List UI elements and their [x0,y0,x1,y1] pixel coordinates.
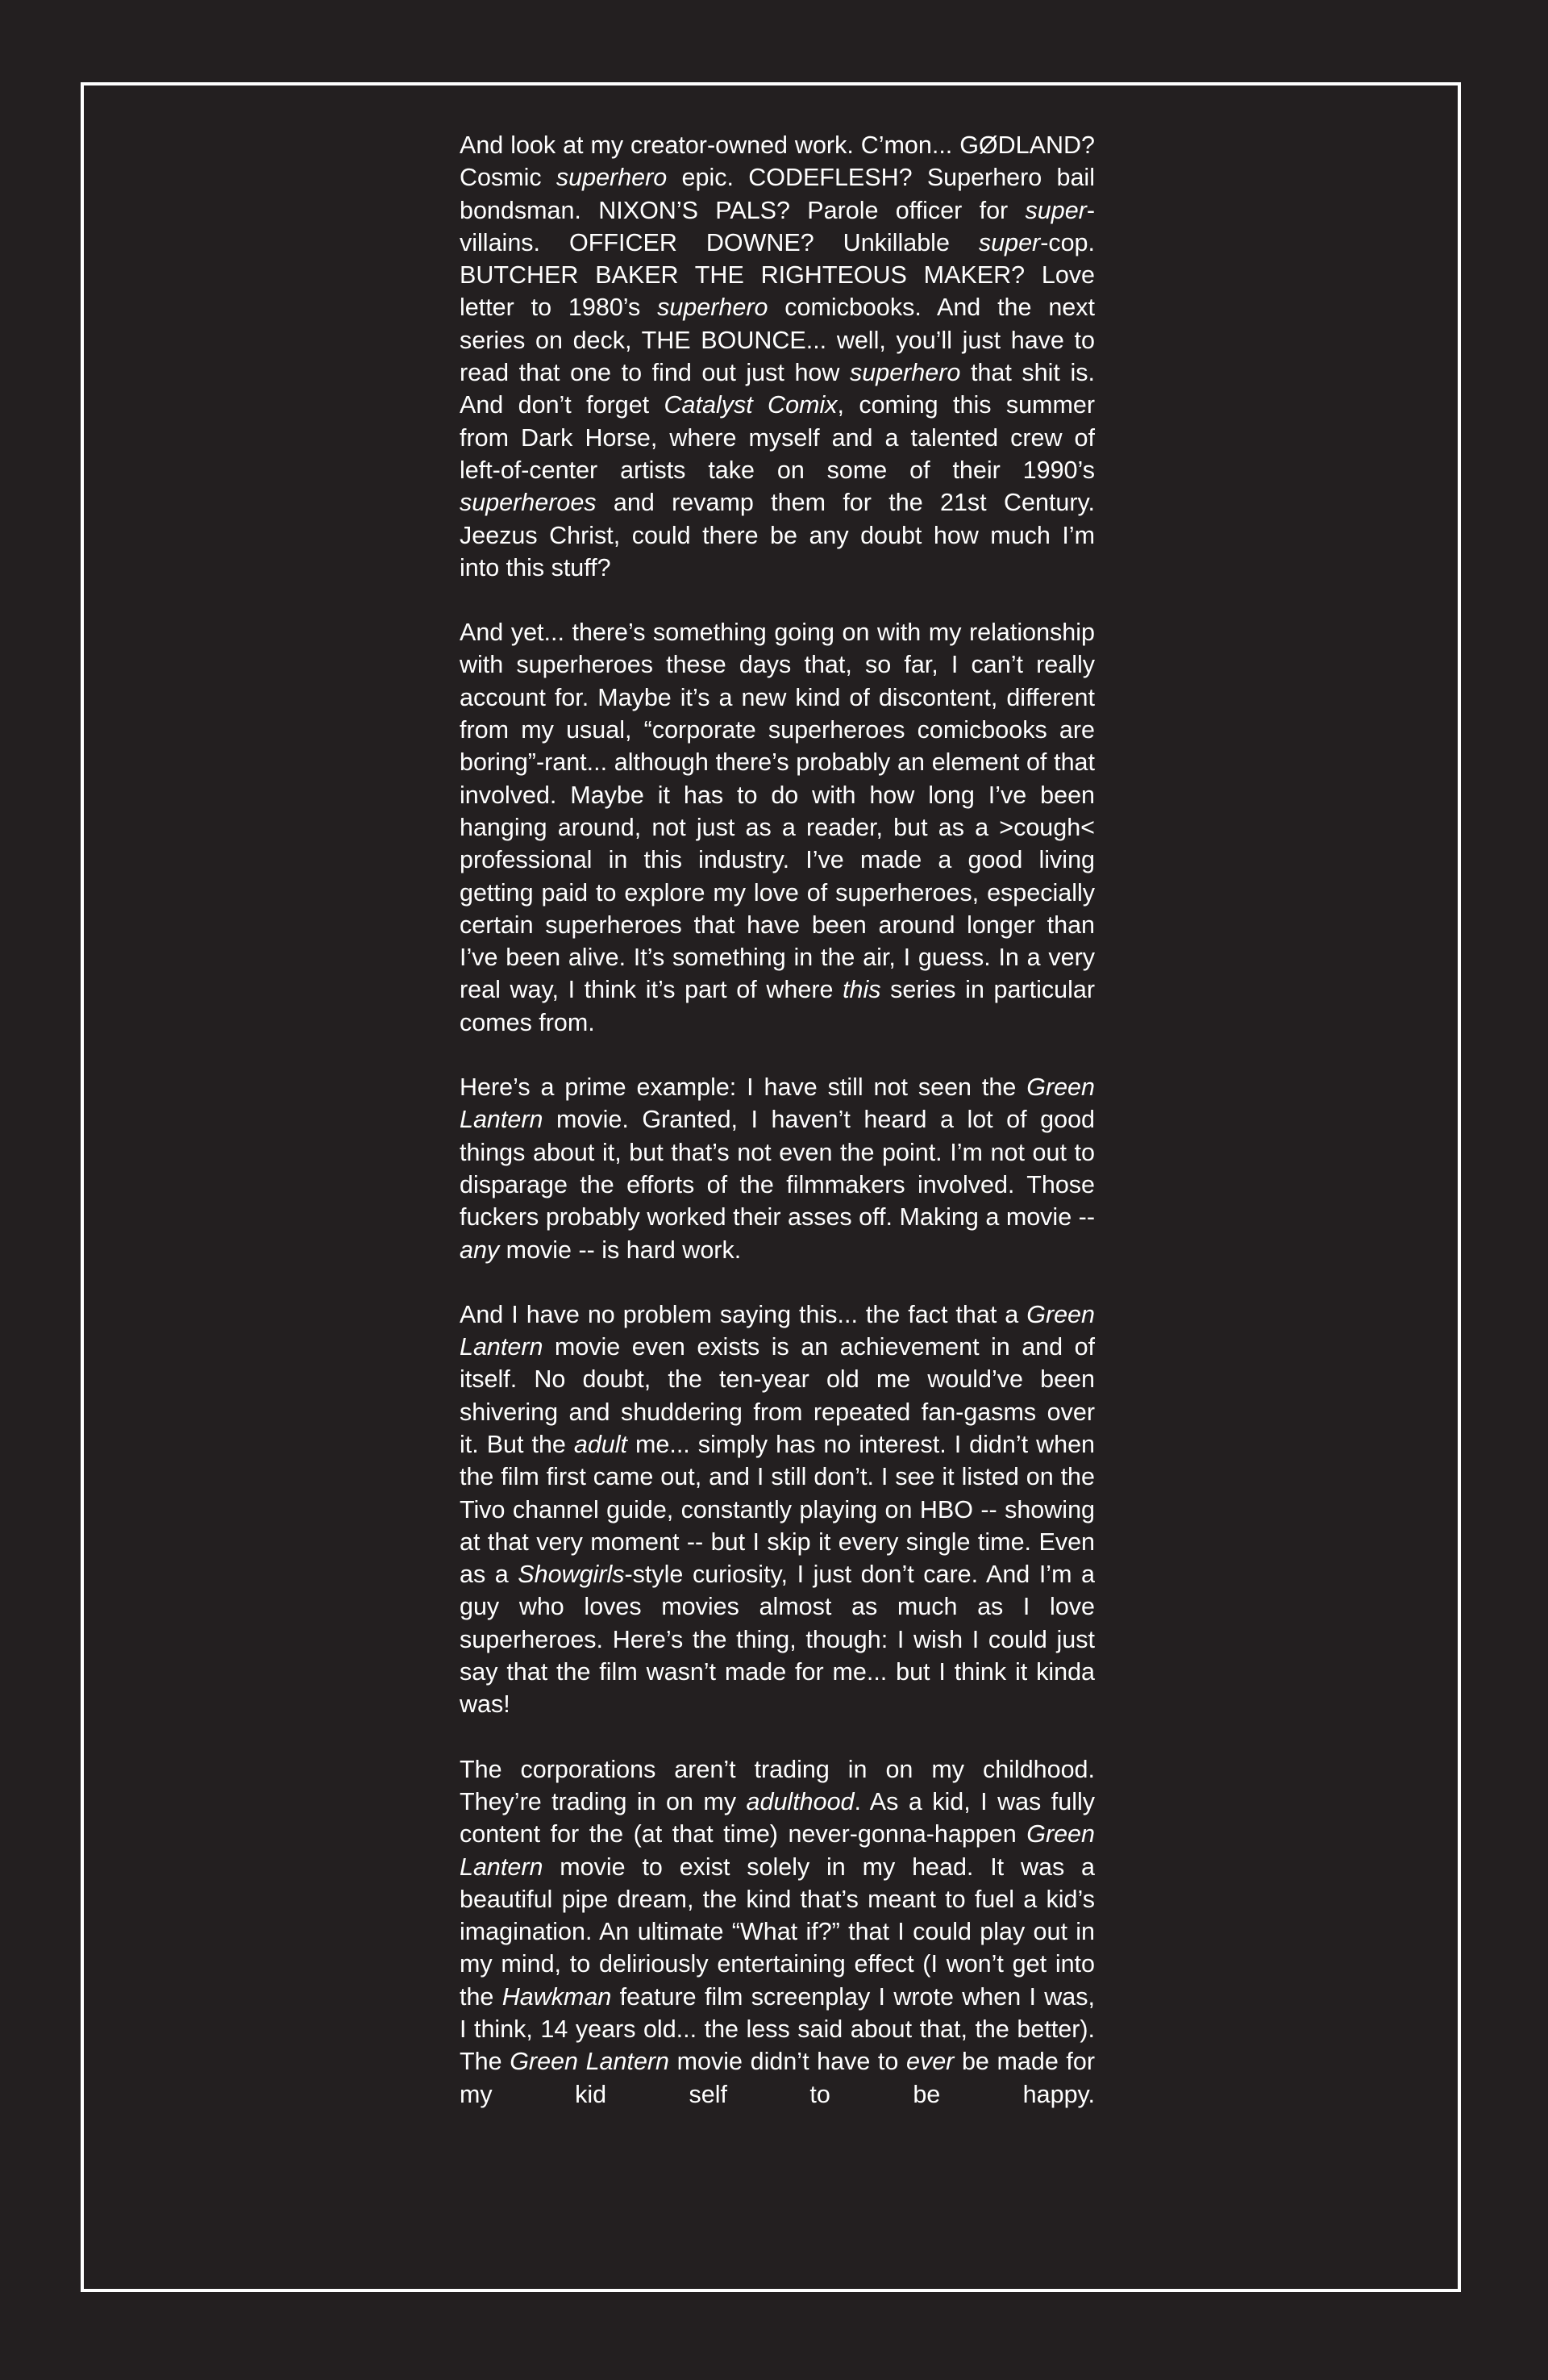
text-run: Here’s a prime example: I have still not seen the [460,1073,1027,1102]
text-run: . As a kid, I was fully content for the (at that time) never-gonna-happen [460,1787,1095,1849]
text-run: movie. Granted, I haven’t heard a lot of good things about it, but that’s not even the point. I’m not out to disparage the efforts of the filmmakers involved. Those fuckers probably worked their asses off. Making a movie -- [460,1106,1095,1232]
essay-paragraph [460,1753,1095,2111]
text-run: movie didn’t have to [669,2048,906,2076]
italic-text-run: ever [905,2048,955,2076]
italic-text-run: Green Lantern [460,1820,1095,1881]
italic-text-run: adult [573,1430,627,1458]
text-run: -villains. OFFICER DOWNE? Unkillable [460,196,1095,256]
text-run: that shit is. And don’t forget [460,359,1095,419]
italic-text-run: any [460,1236,500,1264]
text-run: comicbooks. And the next series on deck, THE BOUNCE... well, you’ll just have to read that one to find out just how [460,294,1095,387]
text-run: movie -- is hard work. [499,1236,742,1264]
italic-text-run: Green Lantern [510,2048,670,2076]
text-run: -cop. BUTCHER BAKER THE RIGHTEOUS MAKER? Love letter to 1980’s [460,228,1095,322]
text-run: movie to exist solely in my head. It was a beautiful pipe dream, the kind that’s meant to fuel a kid’s imagination. An ultimate “What if?” that I could play out in my mind, to deliriously entertaining effect (I won’t get into the [460,1853,1095,2011]
italic-text-run: super [978,228,1041,256]
text-run: And look at my creator-owned work. C’mon... GØDLAND? Cosmic [460,131,1095,192]
essay-paragraph [460,616,1095,1039]
text-run: be made for my kid self to be happy. [460,2048,1096,2108]
text-run: , coming this summer from Dark Horse, where myself and a talented crew of left-of-center artists take on some of their 1990’s [460,391,1095,484]
text-run: me... simply has no interest. I didn’t when the film first came out, and I still don’t. I see it listed on the Tivo channel guide, constantly playing on HBO -- showing at that very moment -- but I skip it every single time. Even as a [460,1430,1095,1589]
italic-text-run: adulthood [746,1787,855,1815]
italic-text-run: super [1025,196,1087,224]
essay-paragraph [460,129,1095,584]
text-run: -style curiosity, I just don’t care. And I’m a guy who loves movies almost as much as I love superheroes. Here’s the thing, though: I wish I could just say that the film wasn’t made for me... but I think it kinda was! [460,1561,1095,1719]
italic-text-run: Green Lantern [460,1300,1095,1361]
text-run: feature film screenplay I wrote when I was, I think, 14 years old... the less said about that, the better). The [460,1982,1095,2076]
italic-text-run: superheroes [460,489,597,517]
italic-text-run: superhero [657,294,768,322]
italic-text-run: Catalyst Comix [664,391,838,419]
text-run: And I have no problem saying this... the fact that a [460,1300,1027,1328]
text-run: And yet... there’s something going on with my relationship with superheroes these days that, so far, I can’t really account for. Maybe it’s a new kind of discontent, different from my usual, “corporate superheroes comicbooks are boring”-rant... although there’s probably an element of that involved. Maybe it has to do with how long I’ve been hanging around, not just as a reader, but as a >cough< professional in this industry. I’ve made a good living getting paid to explore my love of superheroes, especially certain superheroes that have been around longer than I’ve been alive. It’s something in the air, I guess. In a very real way, I think it’s part of where [460,619,1095,1004]
text-run: series in particular comes from. [460,976,1095,1036]
italic-text-run: superhero [556,164,668,192]
essay-paragraph [460,1071,1095,1266]
essay-text-column [460,129,1095,2111]
italic-text-run: Hawkman [501,1982,612,2011]
text-run: movie even exists is an achievement in and of itself. No doubt, the ten-year old me would’ve been shivering and shuddering from repeated fan-gasms over it. But the [460,1333,1095,1458]
essay-paragraph [460,1298,1095,1721]
italic-text-run: Showgirls [518,1561,625,1589]
text-run: and revamp them for the 21st Century. Jeezus Christ, could there be any doubt how much I’m into this stuff? [460,489,1095,581]
italic-text-run: this [843,976,881,1004]
italic-text-run: superhero [850,359,961,387]
text-run: The corporations aren’t trading in on my childhood. They’re trading in on my [460,1755,1095,1815]
italic-text-run: Green Lantern [460,1073,1095,1134]
text-run: epic. CODEFLESH? Superhero bail bondsman. NIXON’S PALS? Parole officer for [460,164,1095,224]
